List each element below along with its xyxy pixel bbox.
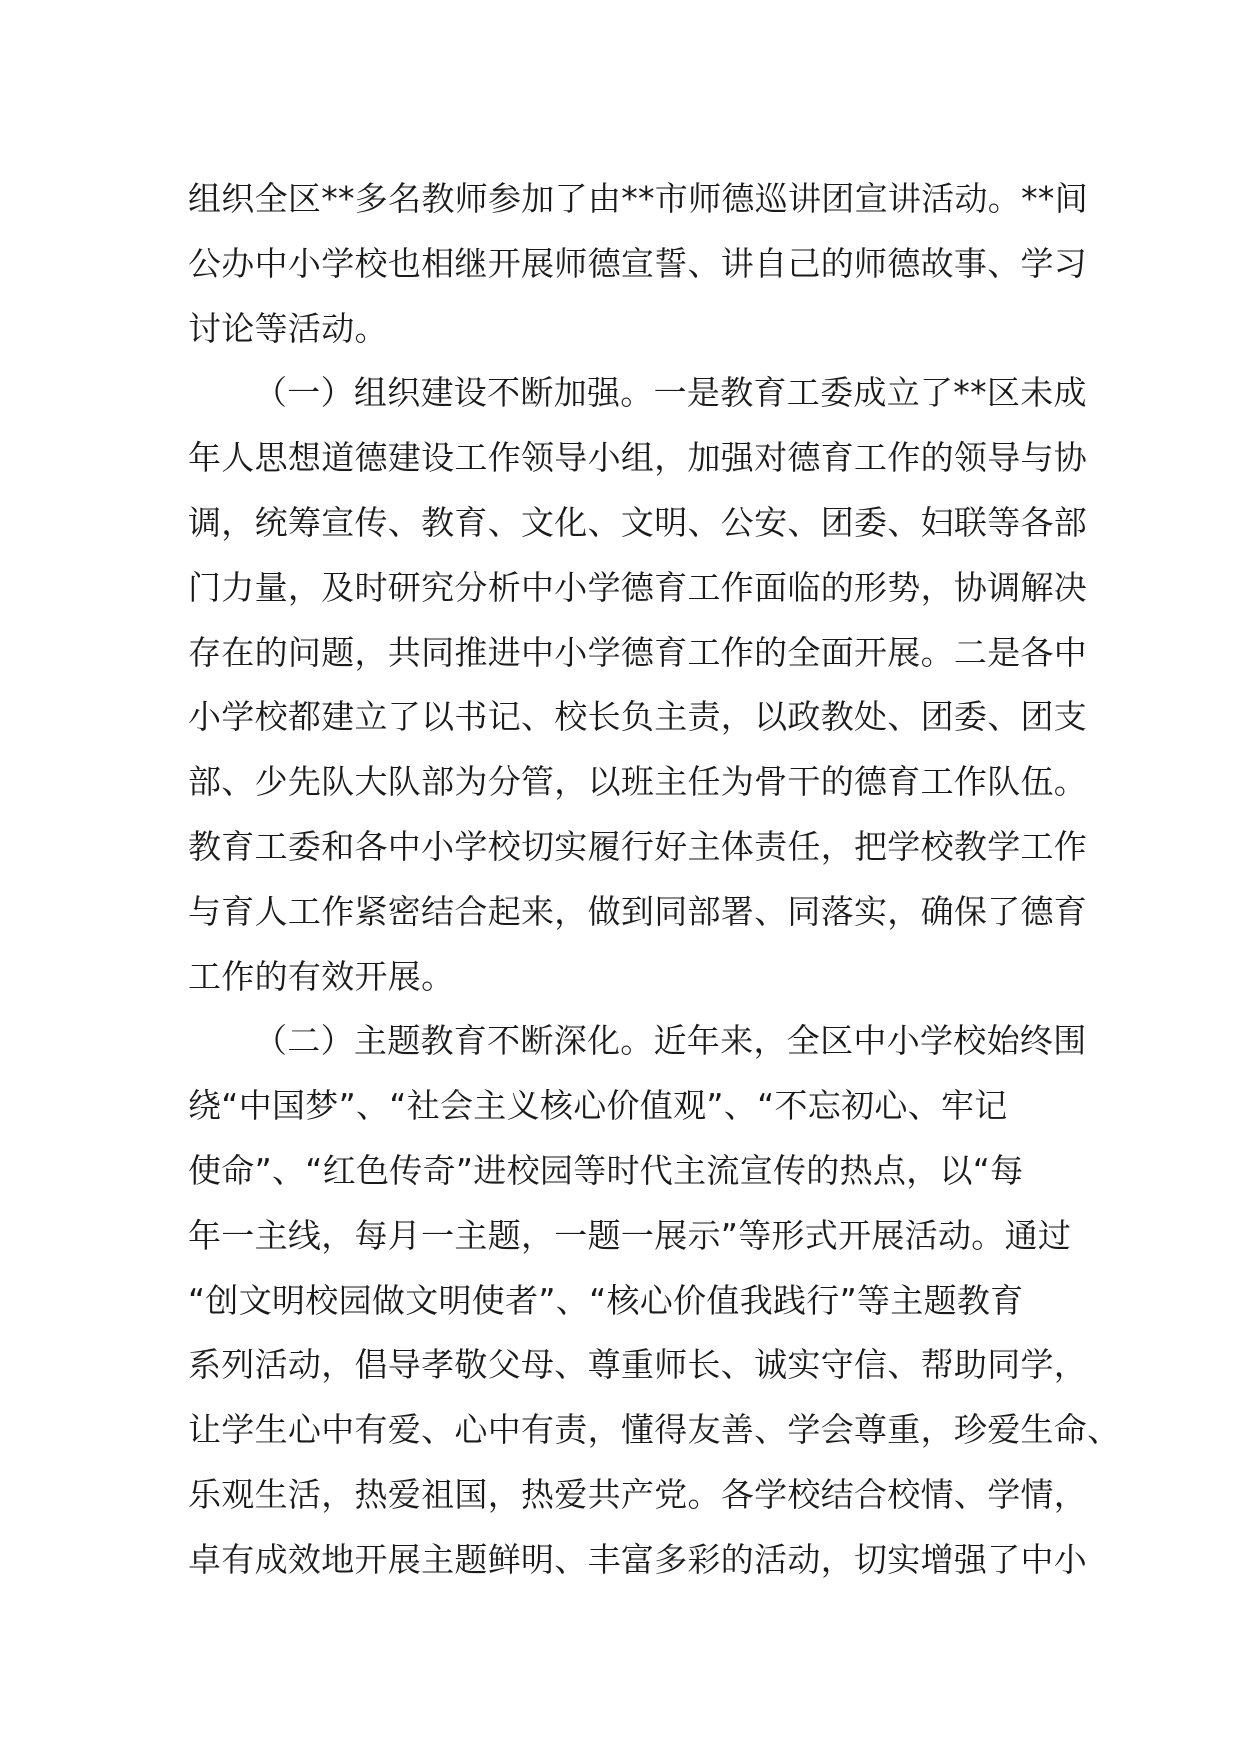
text-line: 与育人工作紧密结合起来，做到同部署、同落实，确保了德育 [188,891,1088,931]
text-line: 调，统筹宣传、教育、文化、文明、公安、团委、妇联等各部 [188,502,1088,542]
document-body [188,167,1121,1593]
text-line: 年一主线，每月一主题，一题一展示”等形式开展活动。通过 [188,1215,1072,1255]
text-line: 存在的问题，共同推进中小学德育工作的全面开展。二是各中 [188,632,1088,672]
text-line: 乐观生活，热爱祖国，热爱共产党。各学校结合校情、学情， [188,1474,1088,1514]
section-heading-line: （二）主题教育不断深化。近年来，全区中小学校始终围 [254,1021,1087,1061]
section-heading-line: （一）组织建设不断加强。一是教育工委成立了**区未成 [254,373,1087,413]
text-line: 讨论等活动。 [188,308,388,348]
text-line: 教育工委和各中小学校切实履行好主体责任，把学校教学工作 [188,826,1088,866]
text-line: 让学生心中有爱、心中有责，懂得友善、学会尊重，珍爱生命、 [188,1410,1121,1450]
text-line: 系列活动，倡导孝敬父母、尊重师长、诚实守信、帮助同学， [188,1345,1088,1385]
text-line: 公办中小学校也相继开展师德宣誓、讲自己的师德故事、学习 [188,243,1088,283]
text-line: 绕“中国梦”、“社会主义核心价值观”、“不忘初心、牢记 [188,1086,1008,1126]
text-line: 组织全区**多名教师参加了由**市师德巡讲团宣讲活动。**间 [188,179,1088,218]
text-line: 工作的有效开展。 [188,956,455,996]
text-line: 部、少先队大队部为分管，以班主任为骨干的德育工作队伍。 [188,762,1088,802]
text-line: 卓有成效地开展主题鲜明、丰富多彩的活动，切实增强了中小 [188,1539,1088,1579]
text-line: 年人思想道德建设工作领导小组，加强对德育工作的领导与协 [188,438,1088,478]
text-line: 小学校都建立了以书记、校长负主责，以政教处、团委、团支 [188,697,1088,737]
text-line: 使命”、“红色传奇”进校园等时代主流宣传的热点，以“每 [188,1150,1024,1190]
text-line: 门力量，及时研究分析中小学德育工作面临的形势，协调解决 [188,567,1088,607]
text-line: “创文明校园做文明使者”、“核心价值我践行”等主题教育 [188,1280,1024,1320]
